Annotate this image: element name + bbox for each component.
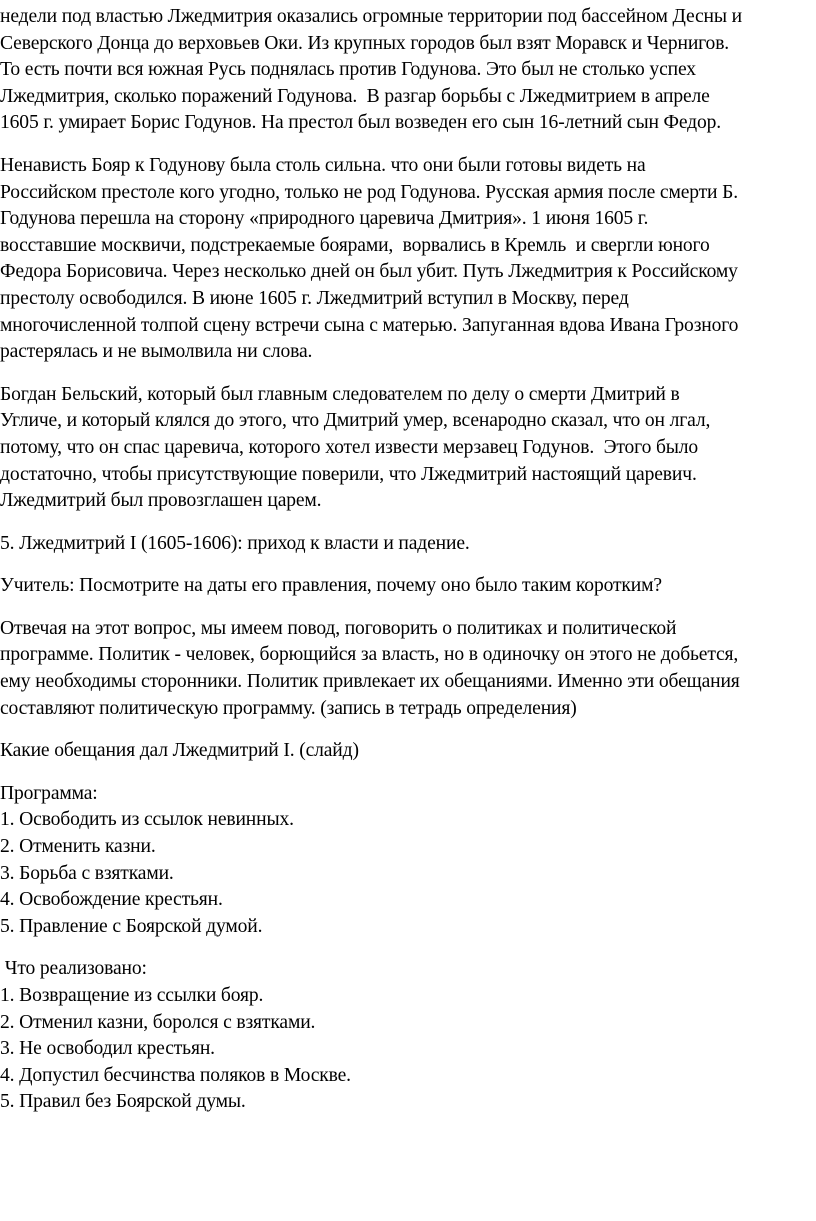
text-line: Богдан Бельский, который был главным следователем по делу о смерти Дмитрий в bbox=[0, 383, 680, 405]
paragraph-1 bbox=[0, 4, 816, 137]
text-line: многочисленной толпой сцену встречи сына с матерью. Запуганная вдова Ивана Грозного bbox=[0, 314, 739, 336]
text-line: растерялась и не вымолвила ни слова. bbox=[0, 341, 313, 363]
text-line: Российском престоле кого угодно, только не род Годунова. Русская армия после смерти Б. bbox=[0, 181, 738, 203]
realized-list bbox=[0, 956, 816, 1116]
teacher-question bbox=[0, 573, 816, 600]
paragraph-4 bbox=[0, 616, 816, 722]
text-line: Ненависть Бояр к Годунову была столь сильна. что они были готовы видеть на bbox=[0, 154, 646, 176]
list-item: 1. Освободить из ссылок невинных. bbox=[0, 809, 294, 831]
text-line: ему необходимы сторонники. Политик привлекает их обещаниями. Именно эти обещания bbox=[0, 671, 740, 693]
program-title: Программа: bbox=[0, 782, 98, 804]
list-item: 3. Борьба с взятками. bbox=[0, 862, 174, 884]
paragraph-2 bbox=[0, 153, 816, 366]
section-heading-text: 5. Лжедмитрий I (1605-1606): приход к власти и падение. bbox=[0, 532, 470, 554]
text-line: программе. Политик - человек, борющийся за власть, но в одиночку он этого не добьется, bbox=[0, 644, 739, 666]
text-line: Лжедмитрия, сколько поражений Годунова. В разгар борьбы с Лжедмитрием в апреле bbox=[0, 85, 710, 107]
text-line: потому, что он спас царевича, которого хотел извести мерзавец Годунов. Этого было bbox=[0, 436, 699, 458]
text-line: То есть почти вся южная Русь поднялась против Годунова. Это был не столько успех bbox=[0, 59, 696, 81]
list-item: 5. Правил без Боярской думы. bbox=[0, 1091, 246, 1113]
text-line: недели под властью Лжедмитрия оказались огромные территории под бассейном Десны и bbox=[0, 6, 742, 27]
text-line: Северского Донца до верховьев Оки. Из крупных городов был взят Моравск и Чернигов. bbox=[0, 32, 730, 54]
paragraph-3 bbox=[0, 382, 816, 515]
list-item: 4. Допустил бесчинства поляков в Москве. bbox=[0, 1064, 351, 1086]
list-item: 1. Возвращение из ссылки бояр. bbox=[0, 985, 264, 1006]
text-line: 1605 г. умирает Борис Годунов. На престол был возведен его сын 16-летний сын Федор. bbox=[0, 112, 722, 134]
promises-question-text: Какие обещания дал Лжедмитрий I. (слайд) bbox=[0, 740, 359, 762]
realized-title: Что реализовано: bbox=[0, 958, 147, 980]
list-item: 5. Правление с Боярской думой. bbox=[0, 915, 263, 937]
program-list bbox=[0, 781, 816, 941]
teacher-question-text: Учитель: Посмотрите на даты его правления, почему оно было таким коротким? bbox=[0, 575, 662, 597]
text-line: составляют политическую программу. (запись в тетрадь определения) bbox=[0, 697, 577, 719]
list-item: 2. Отменил казни, боролся с взятками. bbox=[0, 1011, 316, 1033]
list-item: 2. Отменить казни. bbox=[0, 836, 156, 858]
promises-question bbox=[0, 738, 816, 765]
text-line: Отвечая на этот вопрос, мы имеем повод, поговорить о политиках и политической bbox=[0, 617, 677, 639]
text-line: Угличе, и который клялся до этого, что Дмитрий умер, всенародно сказал, что он лгал, bbox=[0, 410, 711, 432]
text-line: достаточно, чтобы присутствующие поверили, что Лжедмитрий настоящий царевич. bbox=[0, 463, 697, 485]
text-line: Лжедмитрий был провозглашен царем. bbox=[0, 490, 322, 512]
section-heading bbox=[0, 531, 816, 558]
text-line: Федора Борисовича. Через несколько дней он был убит. Путь Лжедмитрия к Российскому bbox=[0, 261, 738, 283]
text-line: восставшие москвичи, подстрекаемые боярами, ворвались в Кремль и свергли юного bbox=[0, 234, 710, 256]
list-item: 4. Освобождение крестьян. bbox=[0, 889, 223, 911]
list-item: 3. Не освободил крестьян. bbox=[0, 1038, 215, 1060]
text-line: престолу освободился. В июне 1605 г. Лжедмитрий вступил в Москву, перед bbox=[0, 287, 629, 309]
text-line: Годунова перешла на сторону «природного царевича Дмитрия». 1 июня 1605 г. bbox=[0, 208, 649, 230]
